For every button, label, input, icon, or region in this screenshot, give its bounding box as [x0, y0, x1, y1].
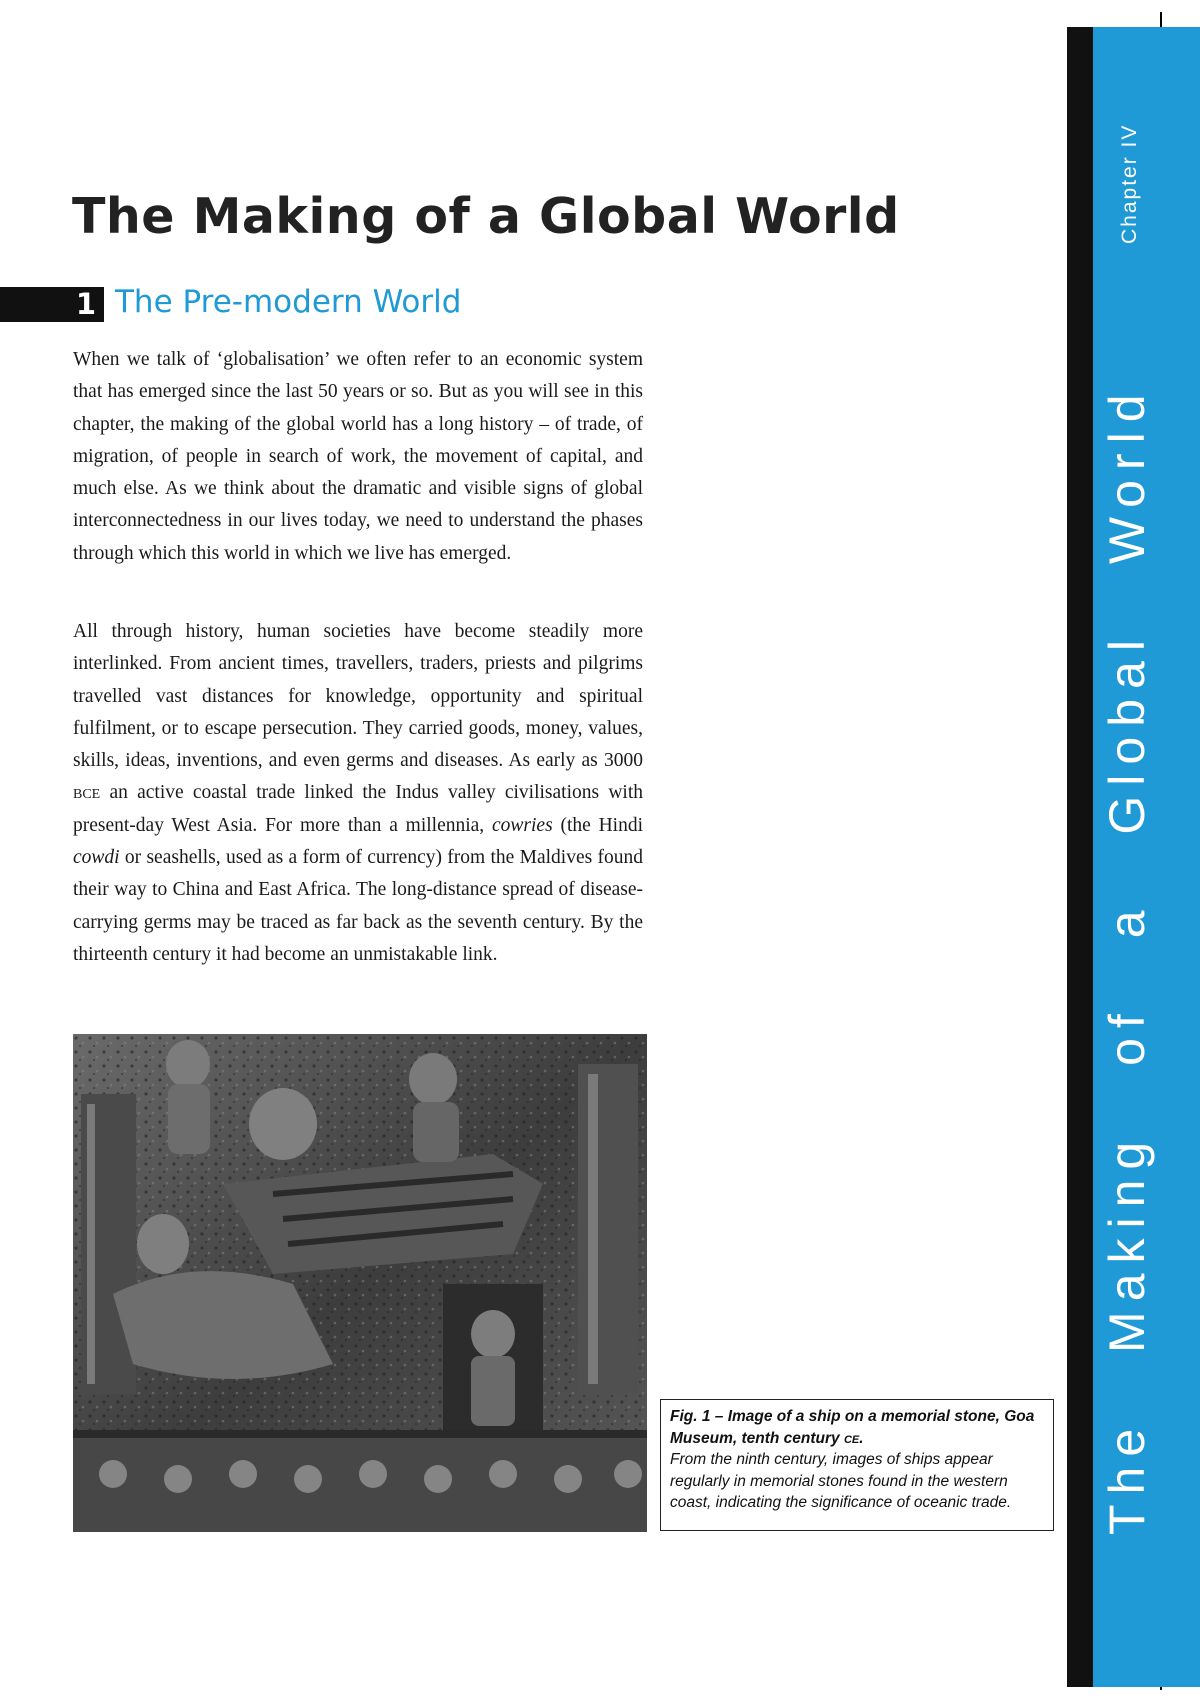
caption-description: From the ninth century, images of ships appear regularly in memorial stones found in the western coast, indicating the significance of oceanic trade.	[670, 1451, 1012, 1511]
page-title: The Making of a Global World	[72, 188, 900, 245]
figure-caption	[660, 1399, 1054, 1531]
caption-title-end: .	[859, 1429, 864, 1447]
paragraph-2	[73, 616, 643, 971]
paragraph-2-text-d: or seashells, used as a form of currency) from the Maldives found their way to China and East Africa. The long-distance spread of disease-carrying germs may be traced as far back as the seventh century. By the thirteenth century it had become an unmistakable link.	[73, 847, 643, 965]
term-cowries: cowries	[492, 814, 553, 836]
memorial-stone-photo	[73, 1034, 647, 1532]
caption-era: ce	[843, 1429, 860, 1447]
sidebar-black-strip	[1067, 27, 1093, 1687]
paragraph-1: When we talk of ‘globalisation’ we often refer to an economic system that has emerged since the last 50 years or so. But as you will see in this chapter, the making of the global world has a long history – of trade, of migration, of people in search of work, the movement of capital, and much else. As we think about the dramatic and visible signs of global interconnectedness in our lives today, we need to understand the phases through which this world in which we live has emerged.	[73, 349, 643, 564]
caption-title	[670, 1408, 1034, 1447]
section-number-bar	[0, 287, 104, 322]
section-title: The Pre-modern World	[115, 284, 462, 320]
paragraph-2-text-c: (the Hindi	[552, 814, 644, 836]
term-cowdi: cowdi	[73, 847, 120, 869]
section-number: 1	[75, 287, 96, 321]
sidebar-chapter-title: The Making of a Global World	[1099, 384, 1155, 1535]
caption-title-text: Fig. 1 – Image of a ship on a memorial stone, Goa Museum, tenth century	[670, 1408, 1035, 1447]
paragraph-2-text-a: All through history, human societies have become steadily more interlinked. From ancient times, travellers, traders, priests and pilgrims travelled vast distances for knowledge, opportunity and spiritual fulfilment, or to escape persecution. They carried goods, money, values, skills, ideas, inventions, and even germs and diseases. As early as 3000	[73, 621, 643, 772]
chapter-label: Chapter IV	[1118, 123, 1141, 244]
paragraph-2-text-b: an active coastal trade linked the Indus valley civilisations with present-day West Asia. For more than a millennia,	[73, 782, 643, 836]
era-bce: bce	[73, 782, 101, 804]
